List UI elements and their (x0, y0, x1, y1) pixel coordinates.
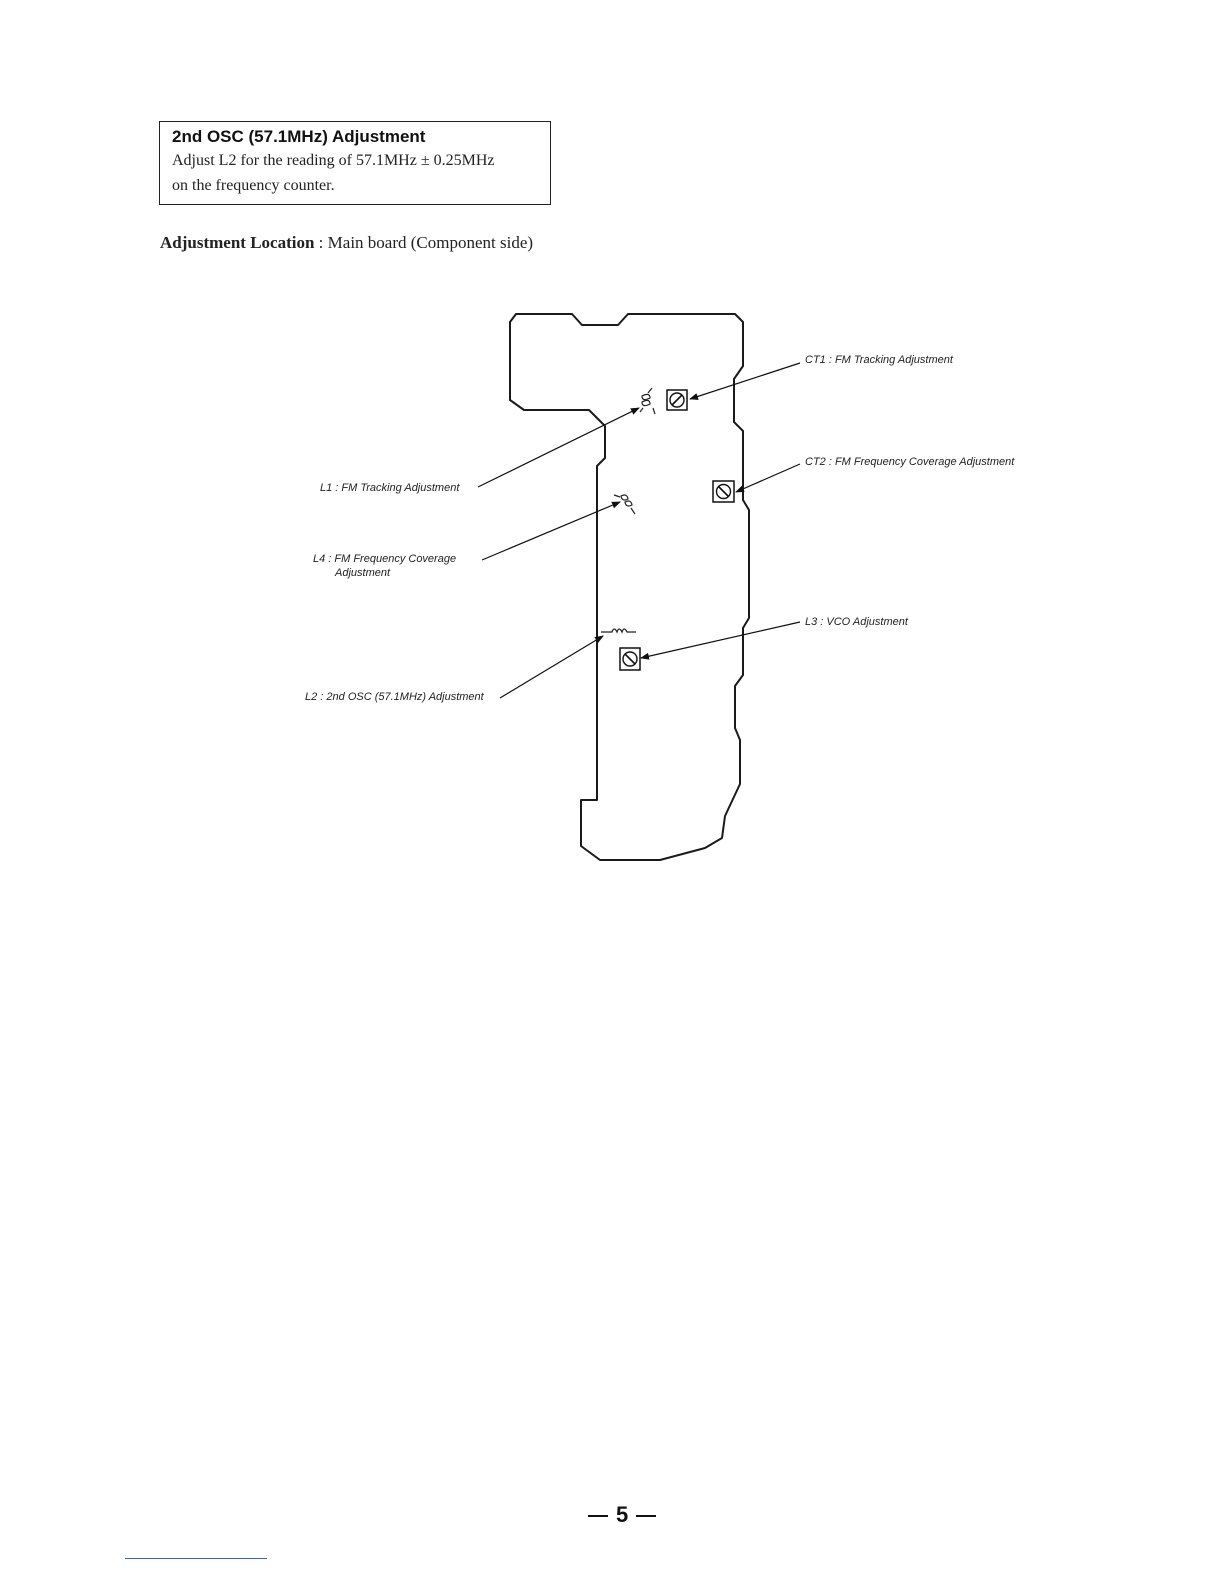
ct2-leader-line (736, 464, 800, 492)
l4-coil-icon (614, 495, 635, 514)
board-outline (510, 314, 749, 860)
page-number (580, 1502, 664, 1528)
procedure-instruction-line1: Adjust L2 for the reading of 57.1MHz ± 0.25MHz (172, 152, 495, 169)
page-number-value: 5 (616, 1502, 629, 1527)
l4-leader-line (482, 502, 620, 560)
ct1-callout-label: CT1 : FM Tracking Adjustment (805, 354, 953, 366)
l1-leader-line (478, 408, 639, 487)
l2-coil-icon (601, 629, 636, 632)
l2-leader-line (500, 636, 603, 698)
ct2-callout-label: CT2 : FM Frequency Coverage Adjustment (805, 456, 1015, 468)
procedure-title: 2nd OSC (57.1MHz) Adjustment (172, 127, 426, 146)
adjustment-location-label: Adjustment Location (160, 233, 315, 252)
l4-callout-label-line1: L4 : FM Frequency Coverage (313, 553, 457, 565)
adjustment-location-separator: : (314, 233, 328, 252)
l4-callout-label-line2: Adjustment (335, 567, 391, 579)
l3-callout-label: L3 : VCO Adjustment (805, 616, 908, 628)
l2-callout-label: L2 : 2nd OSC (57.1MHz) Adjustment (305, 691, 484, 703)
l3-leader-line (641, 622, 800, 658)
page-number-right-dash (636, 1515, 656, 1517)
procedure-instruction-line2: on the frequency counter. (172, 177, 335, 194)
page-number-left-dash (588, 1515, 608, 1517)
adjustment-location-value: Main board (Component side) (327, 233, 534, 252)
ct1-leader-line (690, 363, 800, 399)
ct1-trimmer-icon (667, 390, 687, 410)
l3-trimmer-icon (620, 648, 640, 670)
footer-rule (125, 1558, 267, 1559)
l1-callout-label: L1 : FM Tracking Adjustment (320, 482, 460, 494)
l1-coil-icon (640, 388, 655, 414)
ct2-trimmer-icon (713, 481, 734, 502)
